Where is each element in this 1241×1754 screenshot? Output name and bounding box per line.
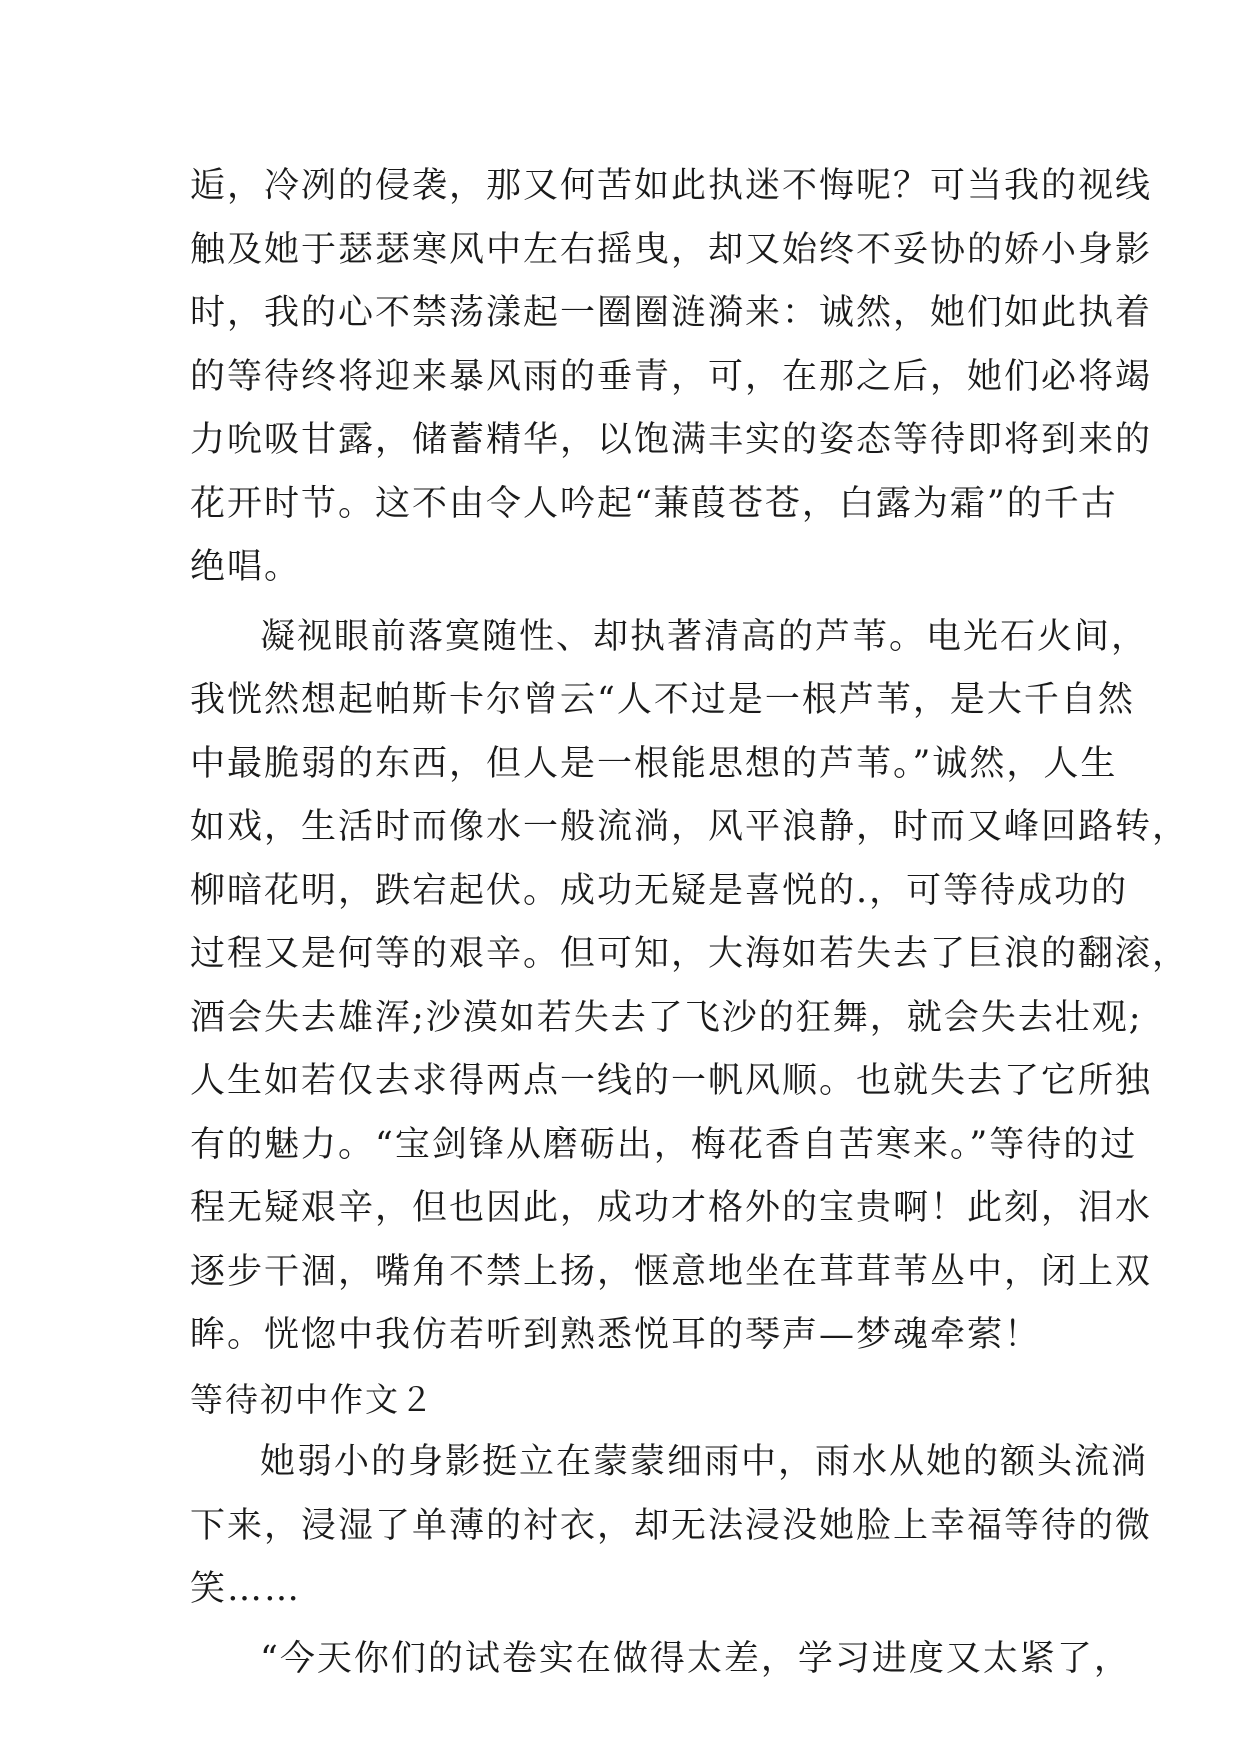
paragraph-line: 她弱小的身影挺立在蒙蒙细雨中，雨水从她的额头流淌: [260, 1442, 1149, 1482]
paragraph-line: 中最脆弱的东西，但人是一根能思想的芦苇。”诚然，人生: [190, 743, 1118, 784]
paragraph-3: [190, 1431, 1153, 1622]
paragraph-line: 柳暗花明，跌宕起伏。成功无疑是喜悦的.，可等待成功的: [190, 870, 1129, 911]
paragraph-line: 逅，冷冽的侵袭，那又何苦如此执迷不悔呢？可当我的视线: [190, 166, 1153, 206]
document-page: [190, 155, 1190, 1691]
paragraph-line: 下来，浸湿了单薄的衬衣，却无法浸没她脸上幸福等待的微: [190, 1505, 1153, 1546]
paragraph-line: 人生如若仅去求得两点一线的一帆风顺。也就失去了它所独: [190, 1061, 1153, 1101]
paragraph-line: 有的魅力。“宝剑锋从磨砺出，梅花香自苦寒来。”等待的过: [190, 1124, 1138, 1165]
paragraph-line: 凝视眼前落寞随性、却执著清高的芦苇。电光石火间，: [260, 616, 1149, 657]
paragraph-line: 绝唱。: [190, 547, 302, 587]
paragraph-line: 如戏，生活时而像水一般流淌，风平浪静，时而又峰回路转，: [190, 807, 1190, 847]
paragraph-line: 花开时节。这不由令人吟起“蒹葭苍苍，白露为霜”的千古: [190, 483, 1118, 524]
paragraph-line: 酒会失去雄浑;沙漠如若失去了飞沙的狂舞，就会失去壮观;: [190, 997, 1143, 1038]
paragraph-line: 笑……: [190, 1569, 302, 1609]
paragraph-line: “今天你们的试卷实在做得太差，学习进度又太紧了，: [260, 1638, 1131, 1679]
paragraph-line: 程无疑艰辛，但也因此，成功才格外的宝贵啊！此刻，泪水: [190, 1188, 1153, 1228]
paragraph-4: [190, 1628, 1131, 1692]
paragraph-2: [190, 606, 1190, 1368]
paragraph-line: 逐步干涸，嘴角不禁上扬，惬意地坐在茸茸苇丛中，闭上双: [190, 1251, 1153, 1292]
paragraph-line: 力吮吸甘露，储蓄精华，以饱满丰实的姿态等待即将到来的: [190, 420, 1153, 460]
paragraph-line: 过程又是何等的艰辛。但可知，大海如若失去了巨浪的翻滚，: [190, 934, 1190, 974]
section-title: 等待初中作文２: [190, 1379, 435, 1419]
paragraph-line: 触及她于瑟瑟寒风中左右摇曳，却又始终不妥协的娇小身影: [190, 229, 1153, 270]
paragraph-line: 时，我的心不禁荡漾起一圈圈涟漪来：诚然，她们如此执着: [190, 293, 1153, 333]
paragraph-1: [190, 155, 1153, 600]
paragraph-line: 眸。恍惚中我仿若听到熟悉悦耳的琴声—梦魂牵萦！: [190, 1315, 1042, 1355]
paragraph-line: 的等待终将迎来暴风雨的垂青，可，在那之后，她们必将竭: [190, 356, 1153, 397]
paragraph-line: 我恍然想起帕斯卡尔曾云“人不过是一根芦苇，是大千自然: [190, 680, 1135, 720]
